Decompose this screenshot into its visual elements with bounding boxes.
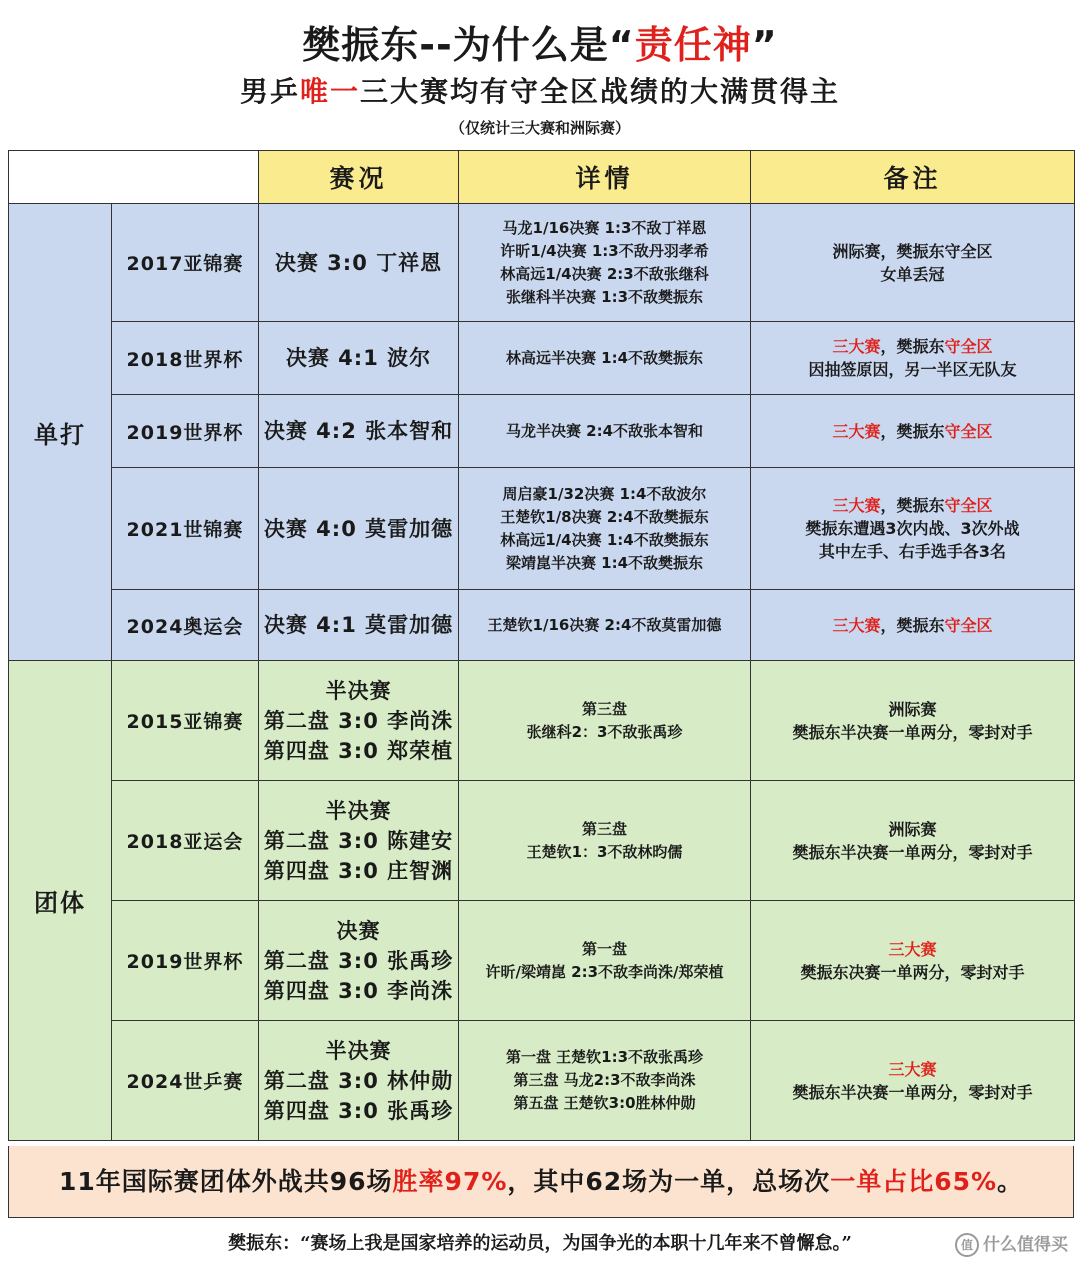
detail-line: 张继科半决赛 1:3不敌樊振东 — [505, 287, 704, 306]
singles-section — [9, 204, 1075, 661]
table-header-row — [9, 151, 1075, 204]
match-details — [459, 901, 751, 1021]
singles-row — [9, 204, 1075, 322]
match-result — [259, 901, 459, 1021]
watermark — [955, 1230, 1068, 1257]
detail-line: 第五盘 王楚钦3:0胜林仲勋 — [513, 1094, 696, 1112]
detail-line: 马龙半决赛 2:4不敌张本智和 — [505, 421, 704, 440]
remark-highlight-line — [755, 335, 1070, 358]
remark-cell — [751, 395, 1075, 468]
event-name: 2024奥运会 — [112, 590, 259, 661]
subtitle-suffix: 三大赛均有守全区战绩的大满贯得主 — [360, 75, 841, 108]
page-subtitle — [0, 70, 1080, 110]
detail-line: 王楚钦1：3不敌林昀儒 — [526, 842, 683, 861]
match-details — [459, 781, 751, 901]
header-blank-cell — [9, 151, 259, 204]
match-result — [259, 661, 459, 781]
remark-line: 樊振东半决赛一单两分，零封对手 — [792, 1082, 1033, 1102]
remark-highlight-line — [755, 1058, 1070, 1081]
remark-line: 洲际赛，樊振东守全区 — [832, 241, 993, 261]
teams-row — [9, 1021, 1075, 1141]
match-details — [459, 661, 751, 781]
detail-line: 林高远1/4决赛 2:3不敌张继科 — [500, 264, 709, 283]
detail-line: 第一盘 — [581, 939, 627, 958]
remark-line: 樊振东半决赛一单两分，零封对手 — [792, 842, 1033, 862]
remark-cell — [751, 590, 1075, 661]
results-table — [8, 150, 1075, 1141]
event-name: 2019世界杯 — [112, 395, 259, 468]
subtitle-prefix: 男乒 — [239, 75, 300, 108]
match-result — [259, 590, 459, 661]
detail-line: 林高远1/4决赛 1:4不敌樊振东 — [500, 530, 709, 549]
remark-full-half: 守全区 — [944, 615, 993, 635]
subtitle-highlight: 唯一 — [299, 75, 360, 108]
result-line: 决赛 4:2 张本智和 — [263, 419, 454, 443]
match-result — [259, 1021, 459, 1141]
player-quote: 樊振东：“赛场上我是国家培养的运动员，为国争光的本职十几年来不曾懈怠。” — [228, 1233, 852, 1254]
event-name: 2015亚锦赛 — [112, 661, 259, 781]
page-title — [0, 14, 1080, 69]
remark-highlight-line — [755, 494, 1070, 517]
summary-text-3: 。 — [997, 1167, 1024, 1196]
match-result — [259, 322, 459, 395]
summary-text-1: 11年国际赛团体外战共96场 — [58, 1167, 393, 1196]
detail-line: 张继科2：3不敌张禹珍 — [526, 722, 683, 741]
remark-major-event: 三大赛 — [832, 615, 881, 635]
event-name: 2017亚锦赛 — [112, 204, 259, 322]
result-line: 第四盘 3:0 张禹珍 — [263, 1098, 454, 1123]
event-name: 2021世锦赛 — [112, 468, 259, 590]
summary-text-2: ，其中62场为一单，总场次 — [507, 1167, 831, 1196]
result-line: 第四盘 3:0 庄智渊 — [263, 858, 454, 883]
result-line: 第二盘 3:0 林仲勋 — [263, 1068, 454, 1093]
watermark-text: 什么值得买 — [983, 1235, 1068, 1255]
remark-highlight-line — [755, 614, 1070, 637]
remark-major-event: 三大赛 — [832, 421, 881, 441]
result-line: 第四盘 3:0 郑荣植 — [263, 738, 454, 763]
match-result — [259, 468, 459, 590]
match-details — [459, 395, 751, 468]
detail-line: 梁靖崑半决赛 1:4不敌樊振东 — [505, 553, 704, 572]
remark-cell — [751, 901, 1075, 1021]
result-line: 第四盘 3:0 李尚洙 — [263, 978, 454, 1003]
remark-full-half: 守全区 — [944, 421, 993, 441]
teams-row — [9, 661, 1075, 781]
result-line: 决赛 4:1 莫雷加德 — [263, 613, 454, 637]
remark-player: ，樊振东 — [880, 496, 945, 515]
remark-line: 樊振东半决赛一单两分，零封对手 — [792, 722, 1033, 742]
watermark-logo-icon: 值 — [955, 1233, 979, 1257]
match-details — [459, 204, 751, 322]
remark-player: ，樊振东 — [880, 421, 945, 441]
singles-row — [9, 322, 1075, 395]
result-line: 半决赛 — [325, 1038, 392, 1063]
teams-row — [9, 901, 1075, 1021]
title-prefix: 樊振东--为什么是“ — [302, 23, 635, 67]
detail-line: 许昕1/4决赛 1:3不敌丹羽孝希 — [500, 241, 709, 260]
detail-line: 周启豪1/32决赛 1:4不敌波尔 — [502, 484, 707, 503]
remark-cell — [751, 781, 1075, 901]
column-header-details: 详情 — [459, 151, 751, 204]
remark-player: ，樊振东 — [880, 615, 945, 635]
column-header-result: 赛况 — [259, 151, 459, 204]
remark-cell — [751, 468, 1075, 590]
column-header-remarks: 备注 — [751, 151, 1075, 204]
result-line: 决赛 3:0 丁祥恩 — [274, 250, 443, 275]
remark-full-half: 守全区 — [944, 496, 993, 515]
event-name: 2019世界杯 — [112, 901, 259, 1021]
remark-cell — [751, 661, 1075, 781]
teams-section — [9, 661, 1075, 1141]
match-details — [459, 1021, 751, 1141]
remark-line: 樊振东决赛一单两分，零封对手 — [800, 962, 1025, 982]
detail-line: 王楚钦1/16决赛 2:4不敌莫雷加德 — [487, 615, 722, 634]
summary-banner — [8, 1146, 1074, 1218]
remark-cell — [751, 322, 1075, 395]
remark-top-line: 洲际赛 — [888, 699, 937, 719]
detail-line: 林高远半决赛 1:4不敌樊振东 — [505, 348, 704, 367]
scope-note: （仅统计三大赛和洲际赛） — [449, 119, 630, 137]
detail-line: 第三盘 — [581, 699, 627, 718]
remark-highlight-line — [755, 938, 1070, 961]
result-line: 第二盘 3:0 陈建安 — [263, 828, 454, 853]
result-line: 半决赛 — [325, 798, 392, 823]
remark-line: 因抽签原因，另一半区无队友 — [808, 360, 1017, 379]
summary-first-singles-share: 一单占比65% — [830, 1167, 998, 1196]
teams-row — [9, 781, 1075, 901]
remark-line: 女单丢冠 — [880, 264, 945, 284]
remark-major-event: 三大赛 — [888, 939, 937, 959]
remark-line: 其中左手、右手选手各3名 — [818, 542, 1007, 561]
remark-cell — [751, 204, 1075, 322]
teams-group-label: 团体 — [9, 661, 112, 1141]
remark-line: 樊振东遭遇3次内战、3次外战 — [805, 519, 1020, 538]
match-details — [459, 322, 751, 395]
detail-line: 马龙1/16决赛 1:3不敌丁祥恩 — [502, 218, 707, 237]
result-line: 半决赛 — [325, 678, 392, 703]
remark-major-event: 三大赛 — [832, 496, 881, 515]
title-highlight: 责任神 — [634, 23, 752, 67]
page-header — [0, 0, 1080, 150]
event-name: 2024世乒赛 — [112, 1021, 259, 1141]
result-line: 第二盘 3:0 李尚洙 — [263, 708, 454, 733]
event-name: 2018世界杯 — [112, 322, 259, 395]
remark-player: ，樊振东 — [880, 337, 945, 356]
result-line: 第二盘 3:0 张禹珍 — [263, 948, 454, 973]
match-details — [459, 468, 751, 590]
remark-major-event: 三大赛 — [832, 337, 881, 356]
remark-cell — [751, 1021, 1075, 1141]
result-line: 决赛 4:0 莫雷加德 — [263, 516, 454, 541]
singles-row — [9, 395, 1075, 468]
detail-line: 第一盘 王楚钦1:3不敌张禹珍 — [505, 1048, 704, 1066]
title-suffix: ” — [751, 23, 778, 67]
match-details — [459, 590, 751, 661]
singles-row — [9, 468, 1075, 590]
singles-group-label: 单打 — [9, 204, 112, 661]
remark-top-line: 洲际赛 — [888, 819, 937, 839]
match-result — [259, 781, 459, 901]
remark-full-half: 守全区 — [944, 337, 993, 356]
singles-row — [9, 590, 1075, 661]
result-line: 决赛 4:1 波尔 — [285, 346, 432, 370]
detail-line: 第三盘 — [581, 819, 627, 838]
match-result — [259, 395, 459, 468]
result-line: 决赛 — [336, 918, 381, 943]
detail-line: 第三盘 马龙2:3不敌李尚洙 — [513, 1071, 696, 1089]
event-name: 2018亚运会 — [112, 781, 259, 901]
summary-win-rate: 胜率97% — [392, 1167, 508, 1196]
detail-line: 王楚钦1/8决赛 2:4不敌樊振东 — [500, 507, 709, 526]
remark-highlight-line — [755, 420, 1070, 443]
match-result — [259, 204, 459, 322]
detail-line: 许昕/梁靖崑 2:3不敌李尚洙/郑荣植 — [485, 962, 724, 981]
remark-major-event: 三大赛 — [888, 1059, 937, 1079]
